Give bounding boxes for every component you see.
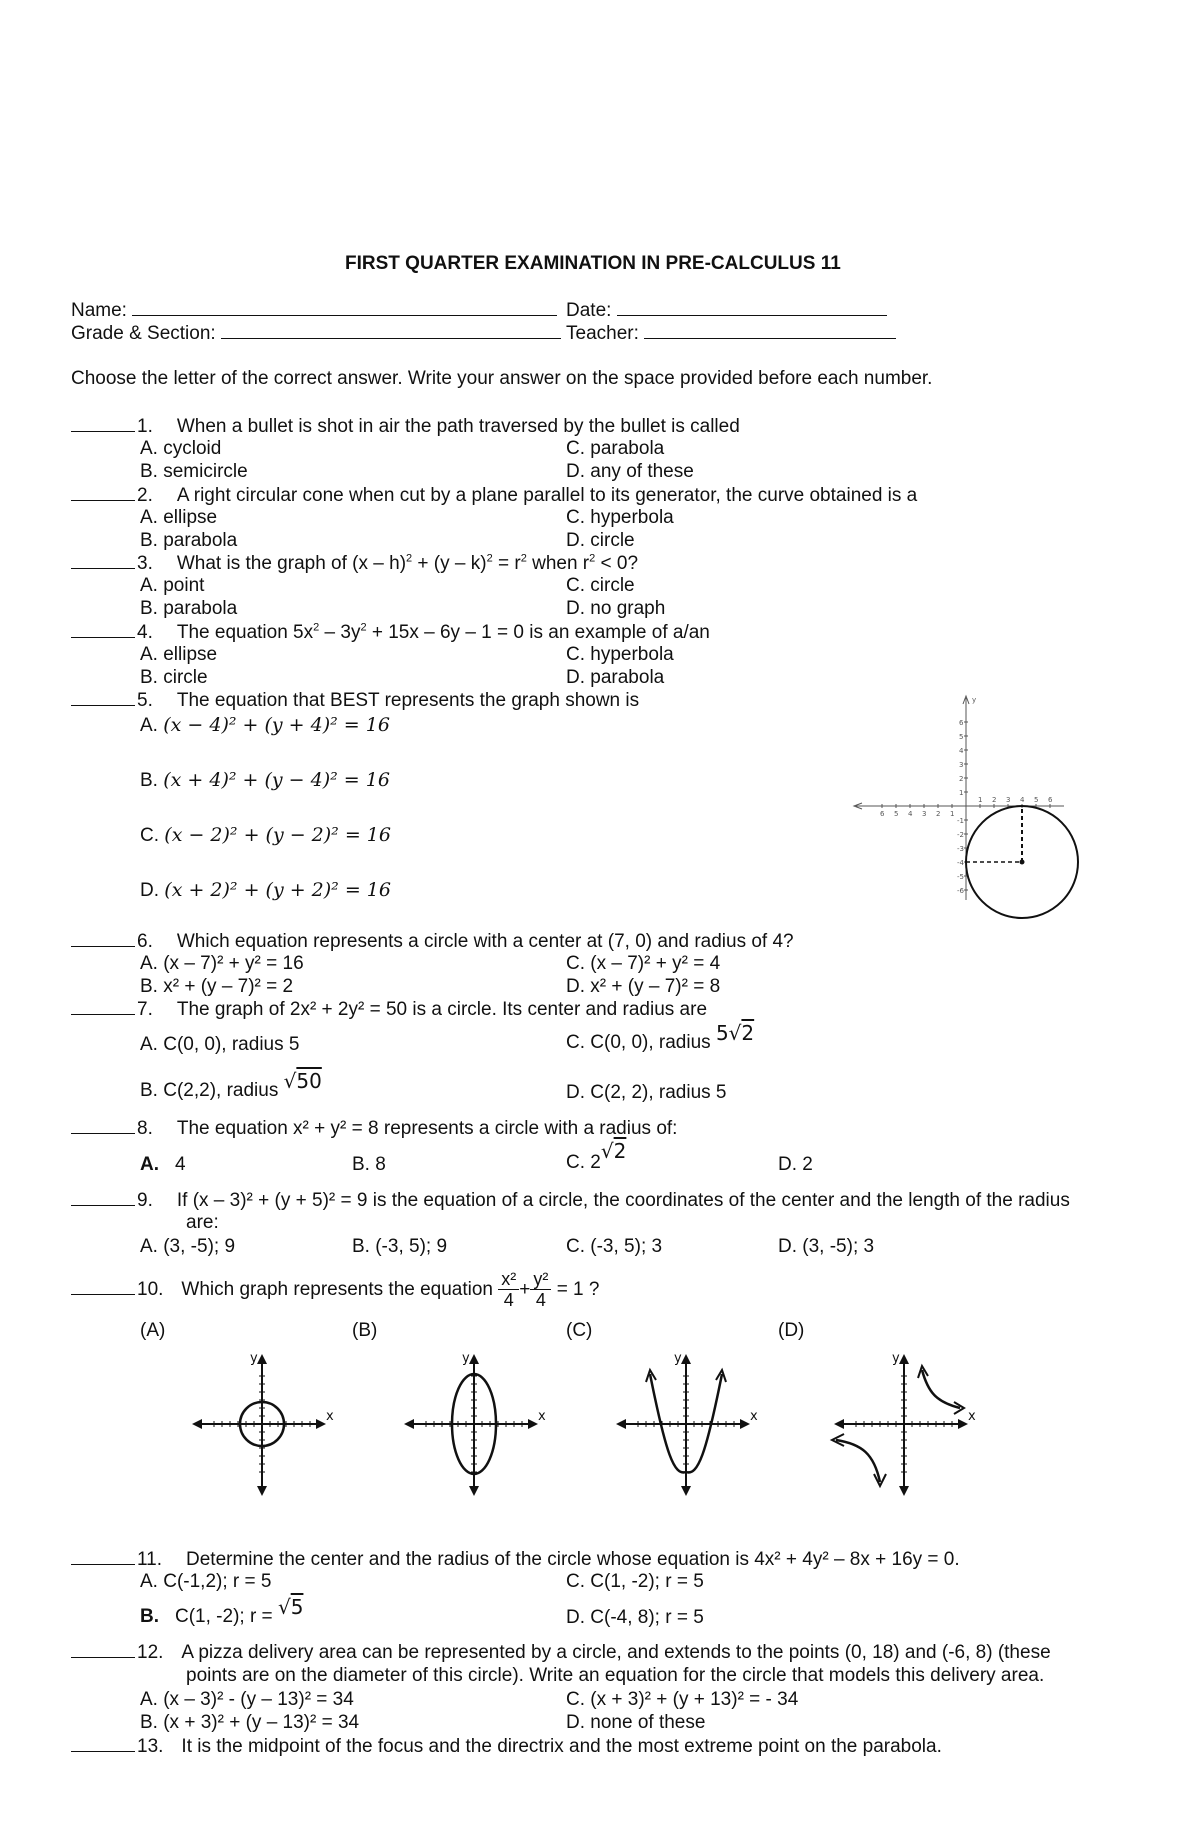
q12-option-b: B. (x + 3)² + (y – 13)² = 34 xyxy=(140,1712,360,1733)
y-axis-label: y xyxy=(674,1351,682,1366)
y-arrow-up xyxy=(469,1354,479,1364)
q1-option-c: C. parabola xyxy=(566,438,665,459)
q10-frac-x: $\frac{\text{x²}}{4}$ xyxy=(498,1269,519,1310)
q8-option-a: A. 4 xyxy=(140,1154,186,1175)
question-8: 8. The equation x² + y² = 8 represents a circle with a radius of: xyxy=(71,1117,677,1140)
q5-y-tick-label: 3 xyxy=(959,761,964,769)
q2-option-c: C. hyperbola xyxy=(566,507,674,528)
q10-frac-y: $\frac{\text{y²}}{4}$ xyxy=(530,1269,551,1310)
q11-b-radical: √5 xyxy=(277,1595,304,1619)
q10-label-d: (D) xyxy=(778,1320,805,1341)
y-arrow-up xyxy=(257,1354,267,1364)
question-9: 9. If (x – 3)² + (y + 5)² = 9 is the equation of a circle, the coordinates of the center and the length of the radius xyxy=(71,1189,1070,1212)
q4-option-a: A. ellipse xyxy=(140,644,218,665)
q10-graph-d xyxy=(818,1344,978,1504)
q10-label-a: (A) xyxy=(140,1320,166,1341)
exam-title: FIRST QUARTER EXAMINATION IN PRE-CALCULUS 11 xyxy=(345,253,841,274)
q5-y-tick-label: 4 xyxy=(959,747,964,755)
grade-section-field[interactable] xyxy=(71,322,561,345)
q2-option-b: B. parabola xyxy=(140,530,238,551)
q5-x-tick-label: 5 xyxy=(894,810,899,818)
question-3: 3. What is the graph of $(x - h)^2 + (y - k)^2 = r^2$ when $r^2 < 0$? xyxy=(71,552,638,575)
q12-text-cont: points are on the diameter of this circle). Write an equation for the circle that models this delivery area. xyxy=(186,1665,1045,1686)
q5-circle-graph xyxy=(848,688,1108,948)
answer-blank-10[interactable] xyxy=(71,1278,135,1295)
q1-option-d: D. any of these xyxy=(566,461,694,482)
q4-option-c: C. hyperbola xyxy=(566,644,674,665)
q5-y-tick-label: -3 xyxy=(957,845,964,853)
q3-option-b: B. parabola xyxy=(140,598,238,619)
y-axis-label: y xyxy=(462,1351,470,1366)
question-1: 1. When a bullet is shot in air the path traversed by the bullet is called xyxy=(71,415,740,438)
q5-x-tick-label: 4 xyxy=(908,810,913,818)
q6-option-d: D. x² + (y – 7)² = 8 xyxy=(566,976,721,997)
grade-section-line[interactable] xyxy=(221,322,561,339)
x-axis-label: x xyxy=(968,1409,976,1424)
q9-option-b: B. (-3, 5); 9 xyxy=(352,1236,448,1257)
q7-b-radical: √50 xyxy=(283,1069,322,1093)
q5-y-label: y xyxy=(972,696,977,704)
q5-x-tick-label: 2 xyxy=(992,796,997,804)
x-arrow-right xyxy=(958,1419,968,1429)
q3-option-c: C. circle xyxy=(566,575,635,596)
q12-option-a: A. (x – 3)² - (y – 13)² = 34 xyxy=(140,1689,354,1710)
x-arrow-left xyxy=(616,1419,626,1429)
q12-option-c: C. (x + 3)² + (y + 13)² = - 34 xyxy=(566,1689,799,1710)
y-arrow-down xyxy=(681,1486,691,1496)
x-arrow-left xyxy=(834,1419,844,1429)
teacher-line[interactable] xyxy=(644,322,896,339)
q5-x-tick-label: 1 xyxy=(950,810,955,818)
q11-option-b: B. C(1, -2); r = √5 xyxy=(140,1595,304,1627)
x-arrow-right xyxy=(528,1419,538,1429)
q1-option-b: B. semicircle xyxy=(140,461,248,482)
q5-y-tick-label: -2 xyxy=(957,831,964,839)
q3-option-d: D. no graph xyxy=(566,598,666,619)
q8-option-b: B. 8 xyxy=(352,1154,386,1175)
q10-label-c: (C) xyxy=(566,1320,593,1341)
answer-blank-13[interactable] xyxy=(71,1735,135,1752)
question-6: 6. Which equation represents a circle with a center at (7, 0) and radius of 4? xyxy=(71,930,794,953)
answer-blank-11[interactable] xyxy=(71,1548,135,1565)
q5-option-d: D. (x + 2)² + (y + 2)² = 16 xyxy=(140,879,391,901)
q5-y-tick-label: 2 xyxy=(959,775,964,783)
q5-center-point xyxy=(1020,860,1025,865)
teacher-label: Teacher: xyxy=(566,323,639,344)
x-arrow-left xyxy=(404,1419,414,1429)
y-arrow-up xyxy=(681,1354,691,1364)
q5-y-tick-label: -1 xyxy=(957,817,964,825)
answer-blank-4[interactable] xyxy=(71,621,135,638)
question-7: 7. The graph of 2x² + 2y² = 50 is a circle. Its center and radius are xyxy=(71,998,707,1021)
q7-option-c: C. C(0, 0), radius 5√2 xyxy=(566,1021,755,1053)
q12-option-d: D. none of these xyxy=(566,1712,706,1733)
q5-y-tick-label: 1 xyxy=(959,789,964,797)
q2-option-a: A. ellipse xyxy=(140,507,218,528)
question-5: 5. The equation that BEST represents the graph shown is xyxy=(71,689,639,712)
q7-option-b: B. C(2,2), radius √50 xyxy=(140,1069,322,1101)
q11-option-a: A. C(-1,2); r = 5 xyxy=(140,1571,272,1592)
x-axis-label: x xyxy=(538,1409,546,1424)
y-axis-label: y xyxy=(250,1351,258,1366)
instructions: Choose the letter of the correct answer. Write your answer on the space provided before each number. xyxy=(71,368,933,389)
grade-section-label: Grade & Section: xyxy=(71,323,216,344)
q5-x-tick-label: 6 xyxy=(1048,796,1053,804)
q10-graph-b xyxy=(394,1344,554,1504)
q5-option-c: C. (x − 2)² + (y − 2)² = 16 xyxy=(140,824,391,846)
q6-option-c: C. (x – 7)² + y² = 4 xyxy=(566,953,721,974)
answer-blank-2[interactable] xyxy=(71,484,135,501)
question-4: 4. The equation $5x^2 - 3y^2 + 15x - 6y - 1 = 0$ is an example of a/an xyxy=(71,621,710,644)
q5-x-tick-label: 3 xyxy=(922,810,927,818)
q6-option-a: A. (x – 7)² + y² = 16 xyxy=(140,953,304,974)
q11-option-c: C. C(1, -2); r = 5 xyxy=(566,1571,704,1592)
x-axis-label: x xyxy=(326,1409,334,1424)
y-axis-label: y xyxy=(892,1351,900,1366)
answer-blank-3[interactable] xyxy=(71,552,135,569)
q5-x-tick-label: 6 xyxy=(880,810,885,818)
q10-graph-c xyxy=(606,1344,766,1504)
q9-option-d: D. (3, -5); 3 xyxy=(778,1236,875,1257)
q9-option-c: C. (-3, 5); 3 xyxy=(566,1236,663,1257)
q9-option-a: A. (3, -5); 9 xyxy=(140,1236,236,1257)
q7-option-d: D. C(2, 2), radius 5 xyxy=(566,1082,727,1103)
q5-option-b: B. (x + 4)² + (y − 4)² = 16 xyxy=(140,769,390,791)
q7-c-radical: 5√2 xyxy=(715,1021,755,1045)
x-arrow-right xyxy=(316,1419,326,1429)
teacher-field[interactable] xyxy=(566,322,896,345)
q5-x-tick-label: 5 xyxy=(1034,796,1039,804)
q7-option-a: A. C(0, 0), radius 5 xyxy=(140,1034,300,1055)
name-field[interactable] xyxy=(71,299,557,322)
name-line[interactable] xyxy=(132,299,557,316)
answer-blank-6[interactable] xyxy=(71,930,135,947)
q5-y-tick-label: 6 xyxy=(959,719,964,727)
q9-text-cont: are: xyxy=(186,1212,219,1233)
q5-y-tick-label: -5 xyxy=(957,873,964,881)
question-10: 10. Which graph represents the equation $\frac{\text{x²}}{4}$ + $\frac{\text{y²}}{4}$ = 1 ? xyxy=(71,1265,599,1315)
q5-x-tick-label: 2 xyxy=(936,810,941,818)
x-axis-label: x xyxy=(750,1409,758,1424)
date-label: Date: xyxy=(566,300,612,321)
y-arrow-up xyxy=(899,1354,909,1364)
q10-label-b: (B) xyxy=(352,1320,378,1341)
question-12: 12. A pizza delivery area can be represented by a circle, and extends to the points (0, 18) and (-6, 8) (these xyxy=(71,1641,1051,1664)
x-arrow-right xyxy=(740,1419,750,1429)
q8-c-radical: √2 xyxy=(600,1139,627,1163)
q5-option-a: A. (x − 4)² + (y + 4)² = 16 xyxy=(140,714,390,736)
q5-y-tick-label: -6 xyxy=(957,887,964,895)
q4-option-d: D. parabola xyxy=(566,667,665,688)
name-label: Name: xyxy=(71,300,127,321)
question-2: 2. A right circular cone when cut by a plane parallel to its generator, the curve obtained is a xyxy=(71,484,917,507)
q8-option-d: D. 2 xyxy=(778,1154,813,1175)
x-arrow-left xyxy=(192,1419,202,1429)
q5-x-tick-label: 3 xyxy=(1006,796,1011,804)
answer-blank-1[interactable] xyxy=(71,415,135,432)
answer-blank-9[interactable] xyxy=(71,1189,135,1206)
q3-option-a: A. point xyxy=(140,575,205,596)
y-arrow-down xyxy=(899,1486,909,1496)
date-line[interactable] xyxy=(617,299,887,316)
q2-option-d: D. circle xyxy=(566,530,635,551)
q5-x-tick-label: 4 xyxy=(1020,796,1025,804)
answer-blank-12[interactable] xyxy=(71,1641,135,1658)
y-arrow-down xyxy=(257,1486,267,1496)
y-arrow-down xyxy=(469,1486,479,1496)
q8-option-c: C. 2√2 xyxy=(566,1139,627,1173)
q11-option-d: D. C(-4, 8); r = 5 xyxy=(566,1607,704,1628)
q10-graph-a xyxy=(182,1344,342,1504)
q6-option-b: B. x² + (y – 7)² = 2 xyxy=(140,976,294,997)
q5-y-tick-label: -4 xyxy=(957,859,964,867)
question-13: 13. It is the midpoint of the focus and the directrix and the most extreme point on the parabola. xyxy=(71,1735,942,1758)
q1-option-a: A. cycloid xyxy=(140,438,222,459)
answer-blank-7[interactable] xyxy=(71,998,135,1015)
q5-y-tick-label: 5 xyxy=(959,733,964,741)
q5-x-tick-label: 1 xyxy=(978,796,983,804)
date-field[interactable] xyxy=(566,299,887,322)
q4-option-b: B. circle xyxy=(140,667,208,688)
answer-blank-5[interactable] xyxy=(71,689,135,706)
question-11: 11. Determine the center and the radius of the circle whose equation is 4x² + 4y² – 8x + 16y = 0. xyxy=(71,1548,960,1571)
answer-blank-8[interactable] xyxy=(71,1117,135,1134)
